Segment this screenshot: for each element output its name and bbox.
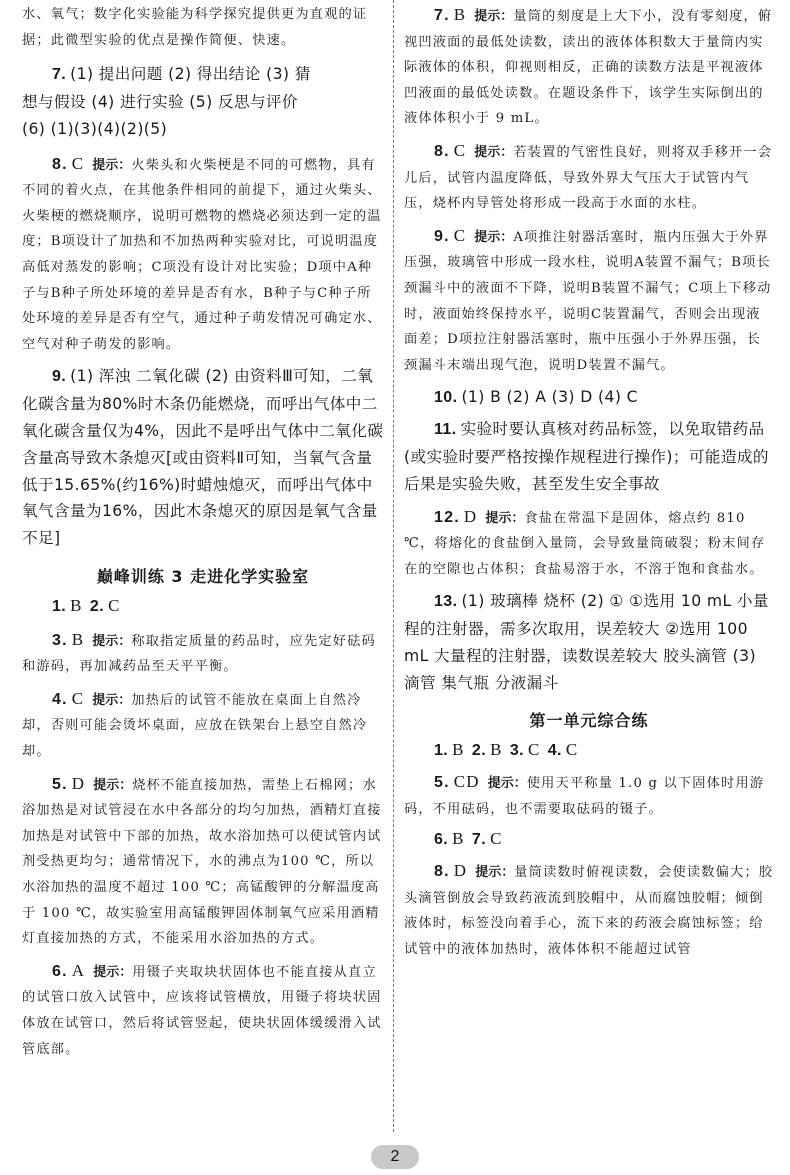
answer-choice: D [71,773,86,793]
hint-label: 提示： [487,776,527,792]
answer-choice: CD [453,772,480,792]
answer-choice: C [453,225,467,245]
answer-choice: C [490,829,502,849]
intro-text: 水、氧气；数字化实验能为科学探究提供更为直观的证据；此微型实验的优点是操作简便、快速。 [22,7,368,48]
question-3-answer [22,627,384,680]
question-13-answer [404,588,774,696]
question-8-answer [22,151,384,358]
hint-text: 量筒读数时俯视读数，会使读数偏大；胶头滴管倒放会导致药液流到胶帽中，从而腐蚀胶帽；倾倒液体时，标签没向着手心，流下来的药液会腐蚀标签；给试管中的液体加热时，液体体积不能超过试管 [404,865,774,958]
column-divider [393,0,394,1132]
question-number: 8. [434,863,450,881]
hint-text: A项推注射器活塞时，瓶内压强大于外界压强，玻璃管中形成一段水柱，说明A装置不漏气；B项长颈漏斗中的液面不下降，说明B装置不漏气；C项上下移动时，液面始终保持水平，说明C装置漏气，否则会出现液面差；D项拉注射器活塞时，瓶中压强小于外界压强，长颈漏斗末端出现气泡，说明D装置不漏气。 [404,229,772,373]
question-5-answer [404,769,774,822]
question-number: 1. [434,742,449,760]
question-9-answer [404,223,774,379]
question-9-answer [22,363,384,552]
hint-text: 加热后的试管不能放在桌面上自然冷却，否则可能会烫坏桌面，应放在铁架台上悬空自然冷却。 [22,692,368,760]
question-number: 7. [471,831,487,849]
question-number: 5. [52,775,68,793]
question-number: 4. [547,742,562,760]
answer-choice: D [463,506,478,526]
answer-choice: B [490,740,502,760]
questions-1-4-answers [404,737,774,765]
hint-text: 若装置的气密性良好，则将双手移开一会儿后，试管内温度降低，导致外界大气压大于试管内气压，烧杯内导管处将形成一段高于水面的水柱。 [404,144,773,212]
question-number: 7. [434,7,450,24]
question-number: 6. [52,962,68,980]
answer-line: (6) (1)(3)(4)(2)(5) [22,119,168,138]
question-number: 2. [89,597,105,615]
answer-line: 想与假设 (4) 进行实验 (5) 反思与评价 [22,92,298,111]
question-number: 10. [434,389,458,407]
hint-label: 提示： [92,633,132,649]
question-4-answer [22,686,384,765]
hint-text: 烧杯不能直接加热，需垫上石棉网；水浴加热是对试管浸在水中各部分的均匀加热，酒精灯直接加热是对试管中下部的加热，故水浴加热可以使试管内试剂受热更均匀；通常情况下，水的沸点为100 ℃，所以水浴加热的温度不超过 100 ℃；高锰酸钾的分解温度高于 100 ℃，故实验室用高锰酸钾固体制氧气应采用酒精灯直接加热的方式，不能采用水浴加热的方式。 [22,777,382,947]
hint-label: 提示： [93,777,133,793]
question-number: 12. [434,508,460,526]
left-column [22,0,384,1062]
hint-text: 使用天平称量 1.0 g 以下固体时用游码，不用砝码，也不需要取砝码的镊子。 [404,776,765,817]
answer-choice: B [453,5,467,24]
answer-choice: C [565,740,578,760]
answer-text: (1) 玻璃棒 烧杯 (2) ① ①选用 10 mL 小量程的注射器，需多次取用，误差较大 ②选用 100 mL 大量程的注射器，读数误差较大 胶头滴管 (3) 滴管 集气瓶 分液漏斗 [404,592,769,692]
answer-text: (1) 浑浊 二氧化碳 (2) 由资料Ⅲ可知，二氧化碳含量为80%时木条仍能燃烧，而呼出气体中二氧化碳含量仅为4%，因此不是呼出气体中二氧化碳含量高导致木条熄灭[或由资料Ⅱ可知，当氧气含量低于15.65%(约16%)时蜡烛熄灭，而呼出气体中氧气含量为16%，因此木条熄灭的原因是氧气含量不足] [22,367,384,548]
hint-text: 量筒的刻度是上大下小，没有零刻度，俯视凹液面的最低处读数，读出的液体体积数大于量筒内实际液体的体积，仰视则相反，正确的读数方法是平视液体凹液面的最低处读数。在题设条件下，该学生实际倒出的液体体积小于 9 mL。 [404,9,773,127]
questions-1-2-answers [22,593,384,621]
question-11-answer [404,416,774,497]
right-column [404,0,774,963]
hint-text: 用镊子夹取块状固体也不能直接从直立的试管口放入试管中，应该将试管横放，用镊子将块状固体放在试管口，然后将试管竖起，使块状固体缓缓滑入试管底部。 [22,964,382,1057]
answer-line: (1) 提出问题 (2) 得出结论 (3) 猜 [70,65,311,84]
hint-text: 称取指定质量的药品时，应先定好砝码和游码，再加减药品至天平平衡。 [22,633,376,675]
hint-label: 提示： [475,865,515,881]
hint-label: 提示： [93,964,133,980]
question-12-answer [404,504,774,583]
answer-choice: C [71,153,85,173]
answer-text: 实验时要认真核对药品标签，以免取错药品(或实验时要严格按操作规程进行操作)；可能造成的后果是实验失败，甚至发生安全事故 [404,420,769,493]
question-7-answer [22,61,384,142]
answer-choice: B [70,595,82,615]
hint-text: 食盐在常温下是固体，熔点约 810 ℃，将熔化的食盐倒入量筒，会导致量筒破裂；粉末间存在的空隙也占体积；食盐易溶于水，不溶于饱和食盐水。 [404,510,766,577]
question-8-answer [404,858,774,962]
question-number: 6. [434,831,449,849]
section-title-training-3: 巅峰训练 3 走进化学实验室 [96,566,310,586]
question-6-answer [22,958,384,1062]
hint-label: 提示： [92,157,132,173]
hint-label: 提示： [474,144,514,160]
question-number: 5. [434,774,450,792]
question-number: 8. [52,155,68,173]
answer-choice: C [527,740,540,760]
question-5-answer [22,771,384,952]
question-number: 4. [52,690,68,708]
question-number: 8. [434,142,450,160]
answer-choice: B [452,829,464,849]
hint-label: 提示： [485,510,525,526]
answer-choice: C [71,688,85,708]
question-7-answer [404,2,774,132]
page-number-badge: 2 [371,1145,419,1169]
question-10-answer [404,384,774,412]
hint-label: 提示： [474,9,514,24]
question-number: 9. [434,227,450,245]
answer-choice: B [452,740,464,760]
hint-label: 提示： [474,229,514,245]
answer-choice: C [453,140,467,160]
question-number: 9. [52,368,67,386]
questions-6-7-answers [404,826,774,854]
question-number: 1. [52,597,67,615]
hint-label: 提示： [92,692,132,708]
section-title-unit-1: 第一单元综合练 [529,711,649,731]
question-number: 11. [434,421,457,439]
answer-choice: C [108,595,120,615]
answer-text: (1) B (2) A (3) D (4) C [461,388,638,407]
question-number: 13. [434,593,458,611]
answer-choice: A [71,960,86,980]
answer-choice: D [453,861,468,881]
question-number: 7. [52,66,67,84]
question-number: 2. [471,742,487,760]
answer-choice: B [71,629,85,649]
question-number: 3. [509,742,524,760]
question-8-answer [404,138,774,217]
hint-text: 火柴头和火柴梗是不同的可燃物，具有不同的着火点，在其他条件相同的前提下，通过火柴头、火柴梗的燃烧顺序，说明可燃物的燃烧必须达到一定的温度；B项设计了加热和不加热两种实验对比，可说明温度高低对蒸发的影响；C项没有设计对比实验；D项中A种子与B种子所处环境的差异是否有水，B种子与C种子所处环境的差异是否有空气，通过种子萌发情况可确定水、空气对种子萌发的影响。 [22,157,382,352]
question-number: 3. [52,631,68,649]
